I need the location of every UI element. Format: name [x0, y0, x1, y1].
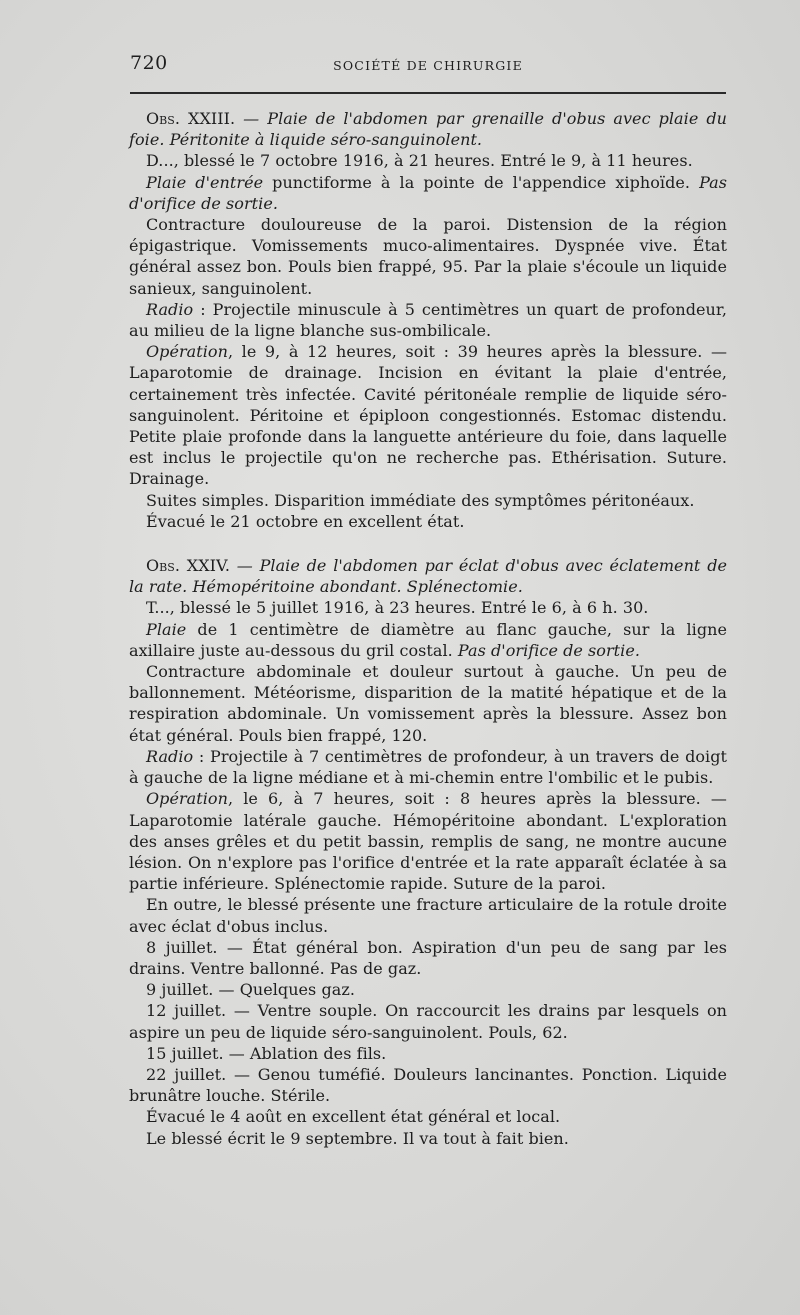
obs-23-paragraph: Évacué le 21 octobre en excellent état.: [146, 511, 465, 531]
section-gap: [129, 532, 727, 555]
obs-24-paragraph: [129, 788, 727, 894]
obs-23-heading: [129, 108, 727, 150]
obs-24-paragraph: 8 juillet. — État général bon. Aspiration d'un peu de sang par les drains. Ventre ballonné. Pas de gaz.: [129, 937, 727, 978]
obs-24-dash: —: [230, 556, 260, 576]
obs-24-paragraph: [129, 619, 727, 661]
obs-23-paragraph: Suites simples. Disparition immédiate des symptômes péritonéaux.: [146, 490, 695, 510]
obs-24-paragraph: Contracture abdominale et douleur surtout à gauche. Un peu de ballonnement. Météorisme, disparition de la matité hépatique et de la respiration abdominale. Un vomissement après la blessure. Assez bon état général. Pouls bien frappé, 120.: [129, 662, 727, 745]
obs-24-paragraph: En outre, le blessé présente une fracture articulaire de la rotule droite avec éclat d'obus inclus.: [129, 895, 727, 936]
italic-term: Radio: [146, 299, 194, 319]
obs-24-title: Plaie de l'abdomen par éclat d'obus avec éclatement de la rate. Hémopéritoine abondant. Splénectomie.: [129, 556, 728, 597]
italic-term: Pas d'orifice de sortie.: [129, 172, 728, 213]
obs-24-paragraph: 12 juillet. — Ventre souple. On raccourcit les drains par lesquels on aspire un peu de liquide séro-sanguinolent. Pouls, 62.: [129, 1001, 727, 1042]
paragraph-text: de 1 centimètre de diamètre au flanc gauche, sur la ligne axillaire juste au-dessous du gril costal.: [129, 619, 727, 660]
obs-24-paragraph: 9 juillet. — Quelques gaz.: [146, 980, 355, 1000]
obs-24-number: Obs. XXIV.: [146, 556, 230, 576]
italic-term: Pas d'orifice de sortie.: [457, 640, 640, 660]
obs-23-dash: —: [235, 109, 268, 128]
header-rule: [130, 92, 726, 94]
paragraph-text: , le 6, à 7 heures, soit : 8 heures après la blessure. — Laparotomie latérale gauche. Hémopéritoine abondant. L'exploration des anses grêles et du petit bassin, remplis de sang, ne montre aucune lésion. On n'explore pas l'orifice d'entrée et la rate apparaît éclatée à sa partie inférieure. Splénectomie rapide. Suture de la paroi.: [129, 789, 727, 894]
paragraph-text: punctiforme à la pointe de l'appendice xiphoïde.: [263, 172, 700, 192]
obs-23-paragraph: D..., blessé le 7 octobre 1916, à 21 heures. Entré le 9, à 11 heures.: [146, 151, 693, 171]
running-head: SOCIÉTÉ DE CHIRURGIE: [333, 58, 523, 73]
obs-24-paragraph: [129, 746, 727, 788]
page-header: [130, 52, 726, 80]
paragraph-text: : Projectile minuscule à 5 centimètres un quart de profondeur, au milieu de la ligne blanche sus-ombilicale.: [129, 299, 727, 341]
obs-24-heading: [129, 555, 727, 597]
obs-24-paragraph: T..., blessé le 5 juillet 1916, à 23 heures. Entré le 6, à 6 h. 30.: [146, 598, 649, 618]
obs-24-paragraph: Le blessé écrit le 9 septembre. Il va tout à fait bien.: [146, 1128, 569, 1148]
paragraph-text: : Projectile à 7 centimètres de profondeur, à un travers de doigt à gauche de la ligne médiane et à mi-chemin entre l'ombilic et le pubis.: [129, 746, 727, 788]
obs-23-paragraph: [129, 341, 727, 489]
obs-23-paragraph: [129, 172, 727, 214]
italic-term: Radio: [146, 746, 194, 766]
obs-23-paragraph: Contracture douloureuse de la paroi. Distension de la région épigastrique. Vomissements muco-alimentaires. Dyspnée vive. État général assez bon. Pouls bien frappé, 95. Par la plaie s'écoule un liquide sanieux, sanguinolent.: [129, 215, 727, 298]
obs-24-paragraph: 22 juillet. — Genou tuméfié. Douleurs lancinantes. Ponction. Liquide brunâtre louche. Stérile.: [129, 1064, 727, 1106]
italic-term: Opération: [146, 789, 228, 809]
italic-term: Plaie d'entrée: [146, 172, 264, 192]
obs-24-paragraph: Évacué le 4 août en excellent état général et local.: [146, 1107, 561, 1127]
obs-23-number: Obs. XXIII.: [146, 109, 236, 128]
italic-term: Opération: [146, 342, 228, 362]
obs-23-title: Plaie de l'abdomen par grenaille d'obus avec plaie du foie. Péritonite à liquide séro-sanguinolent.: [129, 109, 727, 150]
obs-24-paragraph: 15 juillet. — Ablation des fils.: [146, 1043, 387, 1063]
obs-23-paragraph: [129, 299, 727, 341]
paragraph-text: , le 9, à 12 heures, soit : 39 heures après la blessure. — Laparotomie de drainage. Incision en évitant la plaie d'entrée, certainement très infectée. Cavité péritonéale remplie de liquide séro-sanguinolent. Péritoine et épiploon congestionnés. Estomac distendu. Petite plaie profonde dans la languette antérieure du foie, dans laquelle est inclus le projectile qu'on ne recherche pas. Ethérisation. Suture. Drainage.: [129, 342, 727, 489]
italic-term: Plaie: [146, 619, 187, 639]
page-number: 720: [130, 52, 168, 74]
page-body: [129, 108, 727, 1149]
